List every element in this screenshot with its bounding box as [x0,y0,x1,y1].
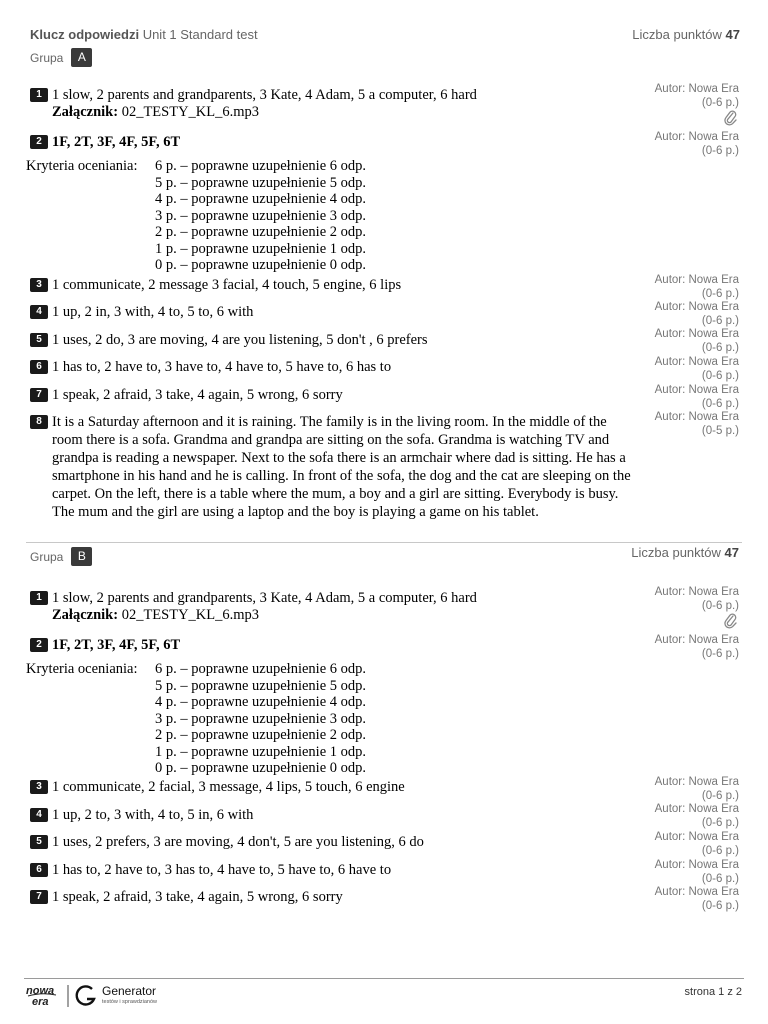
task-a3 [30,276,640,294]
logo-generator-sub: testów i sprawdzianów [102,999,158,1005]
doc-title-rest: Unit 1 Standard test [142,27,258,42]
task-answer: 1 uses, 2 prefers, 3 are moving, 4 don't, 5 are you listening, 6 do [52,834,424,850]
task-meta-b7: Autor: Nowa Era (0-6 p.) [654,886,739,912]
task-number: 5 [30,333,48,347]
task-answer: 1 up, 2 to, 3 with, 4 to, 5 in, 6 with [52,807,254,823]
task-b1 [30,589,640,607]
task-answer: It is a Saturday afternoon and it is raining. The family is in the living room. In the middle of the room there is a sofa. Grandma and grandpa are sitting on the sofa. Grandma is watching TV and grandpa is reading a newspaper. Next to the sofa there is an armchair where dad is sitting. He has a smartphone in his hand and he is calling. In front of the sofa, the dog and the cat are sleeping on the carpet. On the left, there is a table where the mum, a boy and a girl are sitting. Everybody is busy. The mum and the girl are using a laptop and the boy is playing a game on his tablet. [52,414,631,520]
group-label: Grupa [30,50,64,65]
task-answer: 1 up, 2 in, 3 with, 4 to, 5 to, 6 with [52,304,254,320]
task-answer: 1 has to, 2 have to, 3 have to, 4 have to, 5 have to, 6 has to [52,359,392,375]
task-answer: 1 speak, 2 afraid, 3 take, 4 again, 5 wrong, 6 sorry [52,889,343,905]
task-number: 1 [30,591,48,605]
logo-era: era [32,996,49,1008]
task-meta-a2: Autor: Nowa Era (0-6 p.) [654,131,739,157]
task-b6 [30,861,640,879]
task-b5 [30,833,640,851]
task-number: 4 [30,808,48,822]
task-number: 7 [30,890,48,904]
page-number: strona 1 z 2 [684,986,742,998]
task-a8 [30,413,634,521]
task-a5 [30,331,640,349]
attachment-link[interactable]: 02_TESTY_KL_6.mp3 [121,607,260,623]
group-divider [26,542,742,543]
criteria-label: Kryteria oceniania: [26,661,138,677]
task-answer: 1F, 2T, 3F, 4F, 5F, 6T [52,134,181,150]
task-number: 4 [30,305,48,319]
task-number: 7 [30,388,48,402]
task-answer: 1 uses, 2 do, 3 are moving, 4 are you listening, 5 don't , 6 prefers [52,332,428,348]
task-meta-a3: Autor: Nowa Era (0-6 p.) [654,274,739,300]
criteria-label: Kryteria oceniania: [26,158,138,174]
task-meta-a4: Autor: Nowa Era (0-6 p.) [654,301,739,327]
task-b4 [30,806,640,824]
total-points: Liczba punktów 47 [632,27,740,42]
task-answer: 1 communicate, 2 facial, 3 message, 4 lips, 5 touch, 6 engine [52,779,405,795]
task-number: 3 [30,278,48,292]
nowa-era-generator-logo [26,983,176,1009]
task-answer: 1 slow, 2 parents and grandparents, 3 Kate, 4 Adam, 5 a computer, 6 hard [52,590,477,606]
task-answer: 1 slow, 2 parents and grandparents, 3 Kate, 4 Adam, 5 a computer, 6 hard [52,87,477,103]
group-b-points: Liczba punktów 47 [631,545,739,560]
task-b7 [30,888,640,906]
task-meta-b3: Autor: Nowa Era (0-6 p.) [654,776,739,802]
task-number: 2 [30,135,48,149]
task-meta-a5: Autor: Nowa Era (0-6 p.) [654,328,739,354]
task-b2 [30,636,640,654]
task-answer: 1 communicate, 2 message 3 facial, 4 touch, 5 engine, 6 lips [52,277,402,293]
group-a-header [30,48,92,67]
task-number: 3 [30,780,48,794]
task-meta-a7: Autor: Nowa Era (0-6 p.) [654,384,739,410]
paperclip-icon[interactable] [724,613,738,629]
paperclip-icon[interactable] [724,110,738,126]
task-number: 1 [30,88,48,102]
doc-title-bold: Klucz odpowiedzi [30,27,140,42]
task-meta-a6: Autor: Nowa Era (0-6 p.) [654,356,739,382]
task-a1 [30,86,640,104]
task-meta-a8: Autor: Nowa Era (0-5 p.) [654,411,739,437]
task-a2 [30,133,640,151]
attachment-b1: Załącznik: 02_TESTY_KL_6.mp3 [52,607,260,623]
logo-nowa: nowa [26,985,55,997]
task-answer: 1 speak, 2 afraid, 3 take, 4 again, 5 wrong, 6 sorry [52,387,343,403]
group-b-header [30,547,92,566]
task-meta-b6: Autor: Nowa Era (0-6 p.) [654,859,739,885]
task-number: 6 [30,863,48,877]
task-a4 [30,303,640,321]
task-number: 8 [30,415,48,429]
task-answer: 1F, 2T, 3F, 4F, 5F, 6T [52,637,181,653]
attachment-a1: Załącznik: 02_TESTY_KL_6.mp3 [52,104,260,120]
task-number: 6 [30,360,48,374]
task-number: 5 [30,835,48,849]
group-badge: A [71,48,92,67]
task-meta-a1: Autor: Nowa Era (0-6 p.) [654,83,739,109]
attachment-link[interactable]: 02_TESTY_KL_6.mp3 [121,104,260,120]
group-badge: B [71,547,92,566]
logo-generator: Generator [102,984,157,998]
task-meta-b5: Autor: Nowa Era (0-6 p.) [654,831,739,857]
task-meta-b1: Autor: Nowa Era (0-6 p.) [654,586,739,612]
criteria-list: 6 p. – poprawne uzupełnienie 6 odp. 5 p. – poprawne uzupełnienie 5 odp. 4 p. – poprawne uzupełnienie 4 odp. 3 p. – poprawne uzupełnienie 3 odp. 2 p. – poprawne uzupełnienie 2 odp. 1 p. – poprawne uzupełnienie 1 odp. 0 p. – poprawne uzupełnienie 0 odp. [155,158,367,273]
footer-logos [26,983,176,1014]
group-label: Grupa [30,549,64,564]
task-answer: 1 has to, 2 have to, 3 has to, 4 have to, 5 have to, 6 have to [52,862,392,878]
footer-divider [24,978,744,979]
document-header [30,27,740,45]
task-a7 [30,386,640,404]
task-a6 [30,358,640,376]
task-b3 [30,778,640,796]
task-meta-b4: Autor: Nowa Era (0-6 p.) [654,803,739,829]
task-number: 2 [30,638,48,652]
task-meta-b2: Autor: Nowa Era (0-6 p.) [654,634,739,660]
criteria-list: 6 p. – poprawne uzupełnienie 6 odp. 5 p. – poprawne uzupełnienie 5 odp. 4 p. – poprawne uzupełnienie 4 odp. 3 p. – poprawne uzupełnienie 3 odp. 2 p. – poprawne uzupełnienie 2 odp. 1 p. – poprawne uzupełnienie 1 odp. 0 p. – poprawne uzupełnienie 0 odp. [155,661,367,776]
